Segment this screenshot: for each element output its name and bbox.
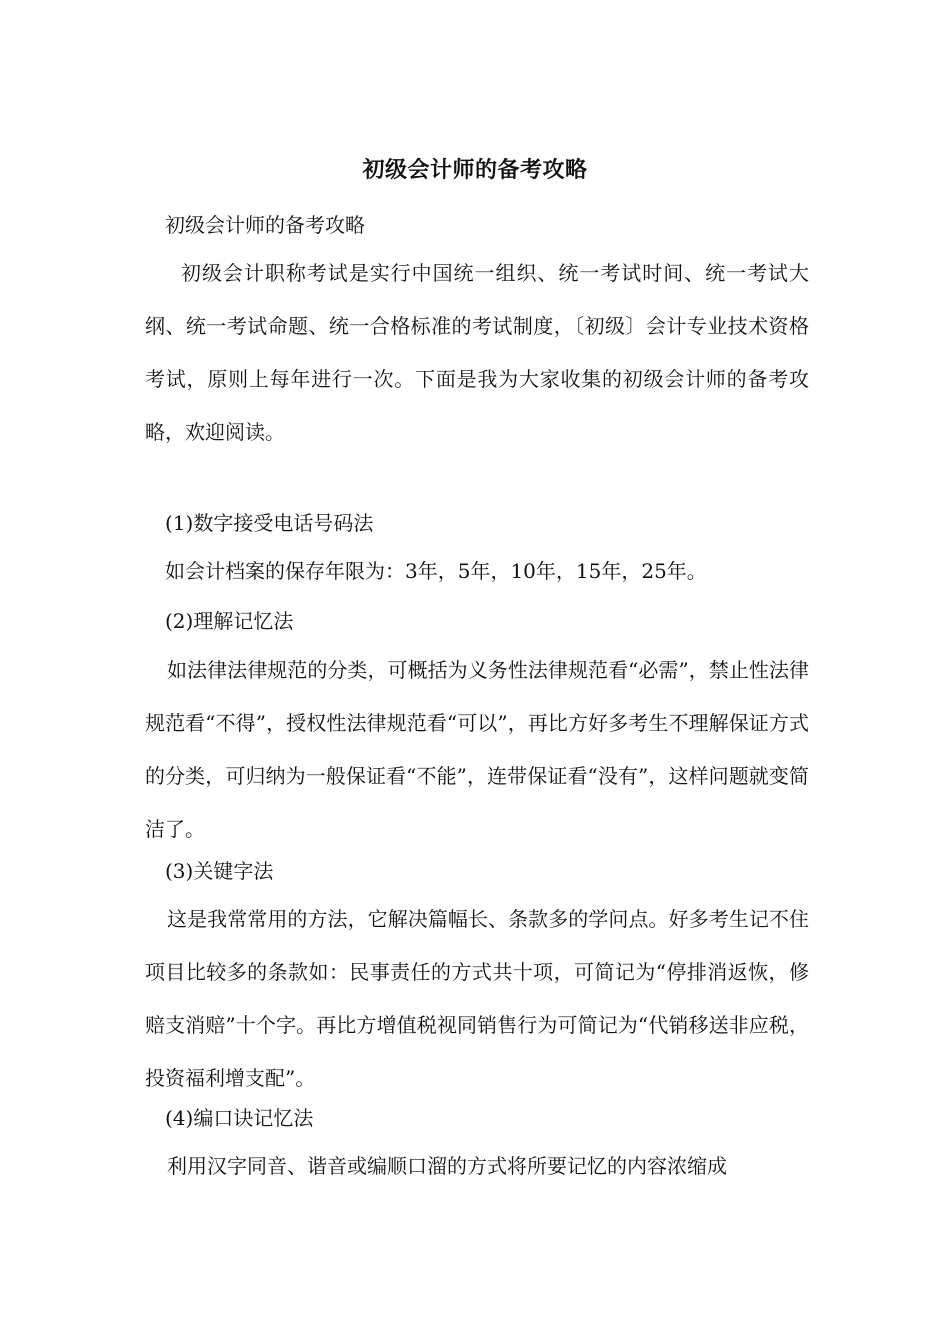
section-text-4: 利用汉字同音、谐音或编顺口溜的方式将所要记忆的内容浓缩成 — [167, 1154, 727, 1178]
section-heading-4: (4)编口诀记忆法 — [165, 1106, 314, 1130]
section-heading-1: (1)数字接受电话号码法 — [165, 511, 374, 535]
document-title: 初级会计师的备考攻略 — [362, 157, 588, 183]
section-text-3: 这是我常常用的方法，它解决篇幅长、条款多的学问点。好多考生记不住项目比较多的条款如：民事责任的方式共十项，可简记为“停排消返恢，修赔支消赔”十个字。再比方增值税视同销售行为可简记为“代销移送非应税，投资福利增支配”。 — [145, 907, 809, 1090]
document-subtitle: 初级会计师的备考攻略 — [165, 213, 365, 237]
section-heading-2: (2)理解记忆法 — [165, 609, 294, 633]
intro-paragraph: 初级会计职称考试是实行中国统一组织、统一考试时间、统一考试大纲、统一考试命题、统一合格标准的考试制度，〔初级〕会计专业技术资格考试，原则上每年进行一次。下面是我为大家收集的初级会计师的备考攻略，欢迎阅读。 — [145, 261, 809, 444]
section-heading-3: (3)关键字法 — [165, 859, 274, 883]
section-text-2: 如法律法律规范的分类，可概括为义务性法律规范看“必需”，禁止性法律规范看“不得”，授权性法律规范看“可以”，再比方好多考生不理解保证方式的分类，可归纳为一般保证看“不能”，连带保证看“没有”，这样问题就变简洁了。 — [145, 658, 809, 841]
section-text-1: 如会计档案的保存年限为：3年，5年，10年，15年，25年。 — [165, 559, 707, 583]
